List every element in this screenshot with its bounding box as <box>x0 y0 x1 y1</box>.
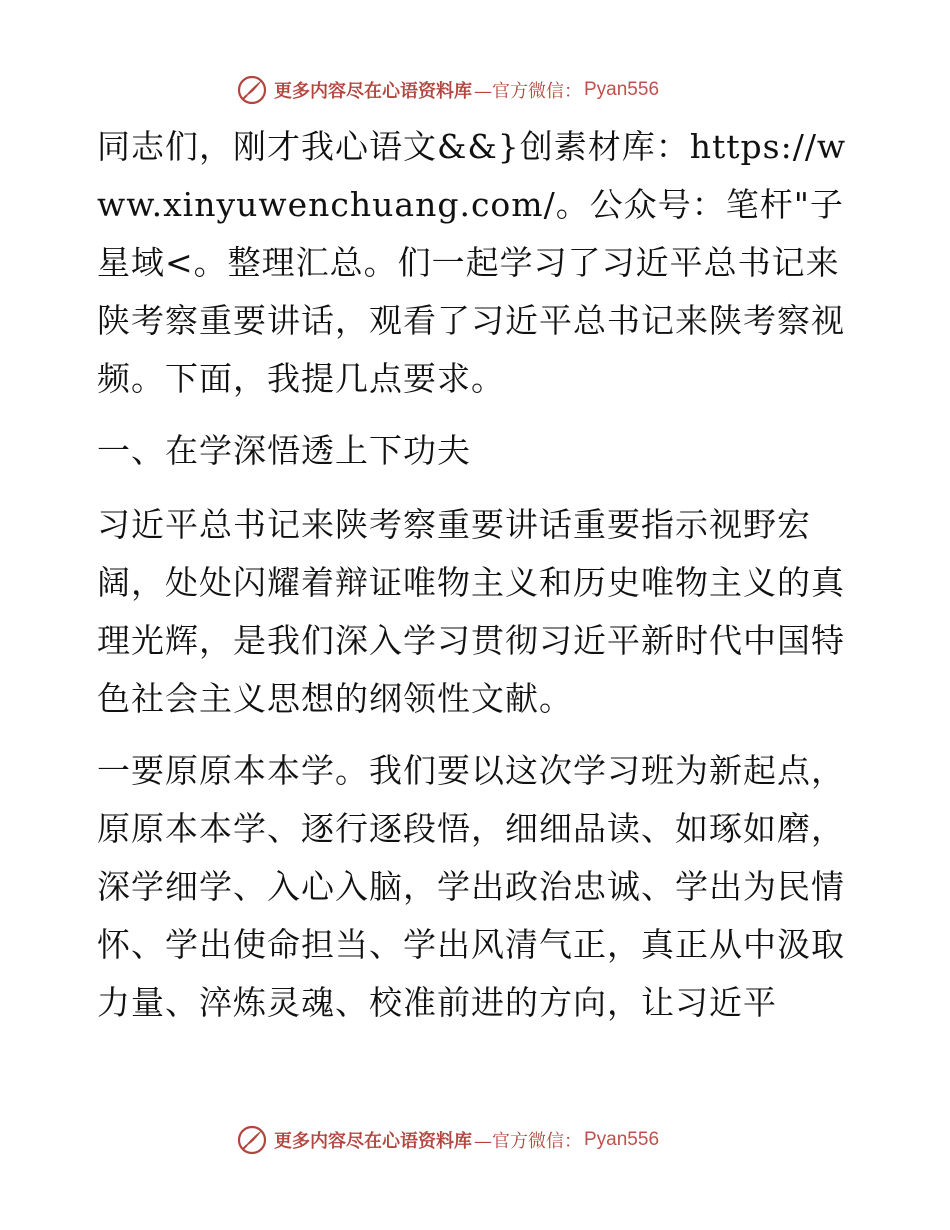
document-body <box>97 118 857 1046</box>
footer-banner <box>236 1122 659 1158</box>
quill-pen-logo-icon <box>236 1124 268 1156</box>
banner-wechat-id: Pyan556 <box>584 1129 660 1150</box>
banner-promo-text: 更多内容尽在心语资料库 <box>274 1131 472 1152</box>
section-heading: 一、在学深悟透上下功夫 <box>97 431 471 470</box>
paragraph-study: 一要原原本本学。我们要以这次学习班为新起点，原原本本学、逐行逐段悟，细细品读、如琢如磨，深学细学、入心入脑，学出政治忠诚、学出为民情怀、学出使命担当、学出风清气正，真正从中汲取力量、淬炼灵魂、校准前进的方向，让习近平 <box>97 751 845 1022</box>
header-banner <box>236 72 659 108</box>
paragraph-intro: 同志们，刚才我心语文&&}创素材库：https://www.xinyuwenchuang.com/。公众号：笔杆"子星域<。整理汇总。们一起学习了习近平总书记来陕考察重要讲话，观看了习近平总书记来陕考察视频。下面，我提几点要求。 <box>97 127 847 398</box>
paragraph-overview: 习近平总书记来陕考察重要讲话重要指示视野宏阔，处处闪耀着辩证唯物主义和历史唯物主义的真理光辉，是我们深入学习贯彻习近平新时代中国特色社会主义思想的纲领性文献。 <box>97 505 845 718</box>
quill-pen-logo-icon <box>236 74 268 106</box>
banner-promo-text: 更多内容尽在心语资料库 <box>274 81 472 102</box>
banner-official-label: —官方微信： <box>474 81 582 102</box>
banner-wechat-id: Pyan556 <box>584 79 660 100</box>
banner-official-label: —官方微信： <box>474 1131 582 1152</box>
